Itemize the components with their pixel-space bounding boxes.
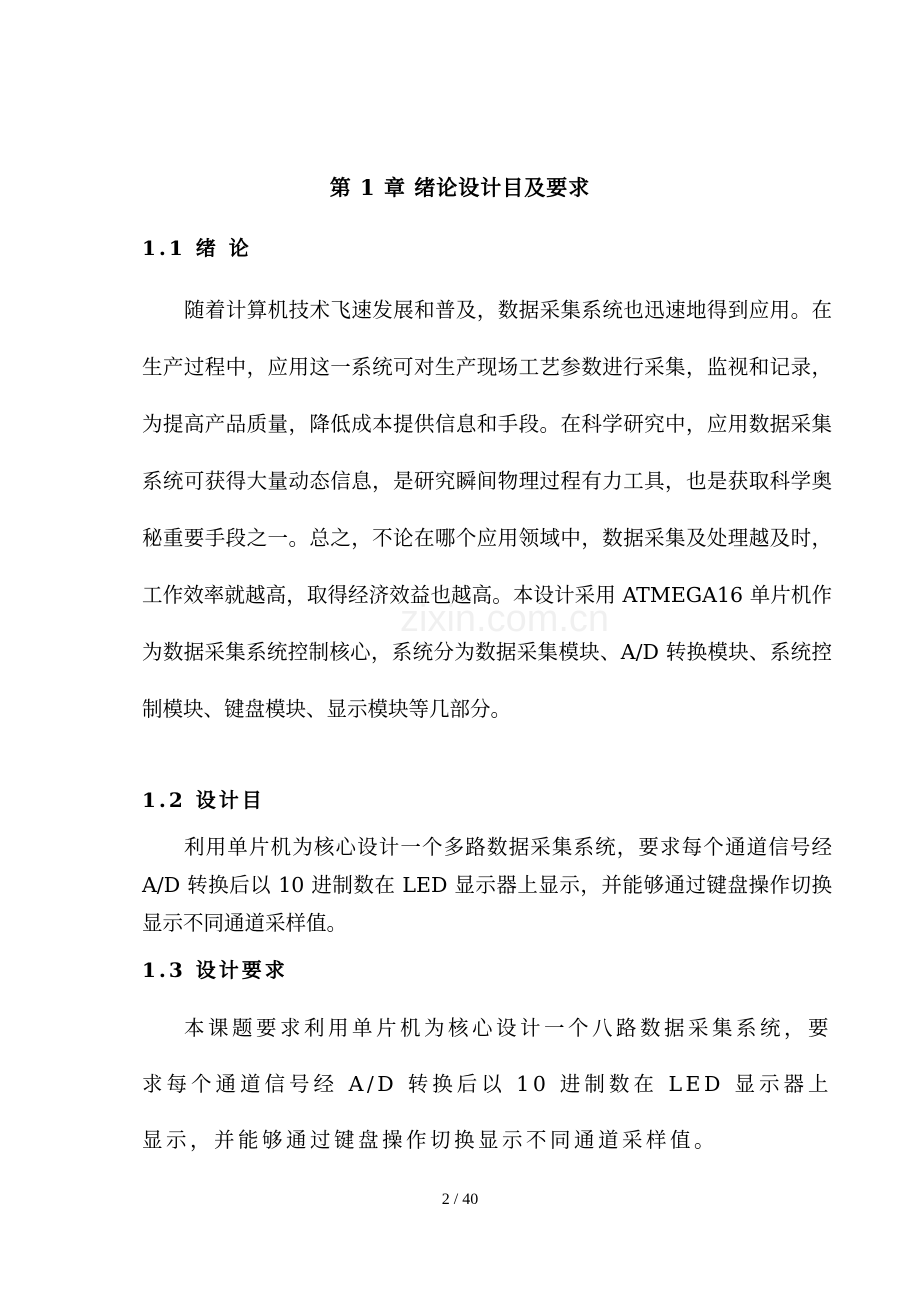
section-heading-1-3: 1.3 设计要求	[142, 958, 288, 982]
section-paragraph-1-1: 随着计算机技术飞速发展和普及，数据采集系统也迅速地得到应用。在生产过程中，应用这一系统可对生产现场工艺参数进行采集，监视和记录，为提高产品质量，降低成本提供信息和手段。在科学研究中，应用数据采集系统可获得大量动态信息，是研究瞬间物理过程有力工具，也是获取科学奥秘重要手段之一。总之，不论在哪个应用领域中，数据采集及处理越及时，工作效率就越高，取得经济效益也越高。本设计采用 ATMEGA16 单片机作为数据采集系统控制核心，系统分为数据采集模块、A/D 转换模块、系统控制模块、键盘模块、显示模块等几部分。	[142, 298, 832, 721]
chapter-title: 第 1 章 绪论设计目及要求	[329, 175, 591, 200]
section-paragraph-1-3: 本课题要求利用单片机为核心设计一个八路数据采集系统，要求每个通道信号经 A/D 转换后以 10 进制数在 LED 显示器上显示，并能够通过键盘操作切换显示不同通道采样值。	[142, 1016, 832, 1152]
page-number: 2 / 40	[441, 1191, 479, 1208]
watermark: zixin.com.cn	[400, 598, 610, 640]
section-heading-1-1: 1.1 绪 论	[142, 236, 252, 260]
section-heading-1-2: 1.2 设计目	[142, 788, 265, 812]
section-paragraph-1-2: 利用单片机为核心设计一个多路数据采集系统，要求每个通道信号经 A/D 转换后以 10 进制数在 LED 显示器上显示，并能够通过键盘操作切换显示不同通道采样值。	[142, 835, 832, 935]
